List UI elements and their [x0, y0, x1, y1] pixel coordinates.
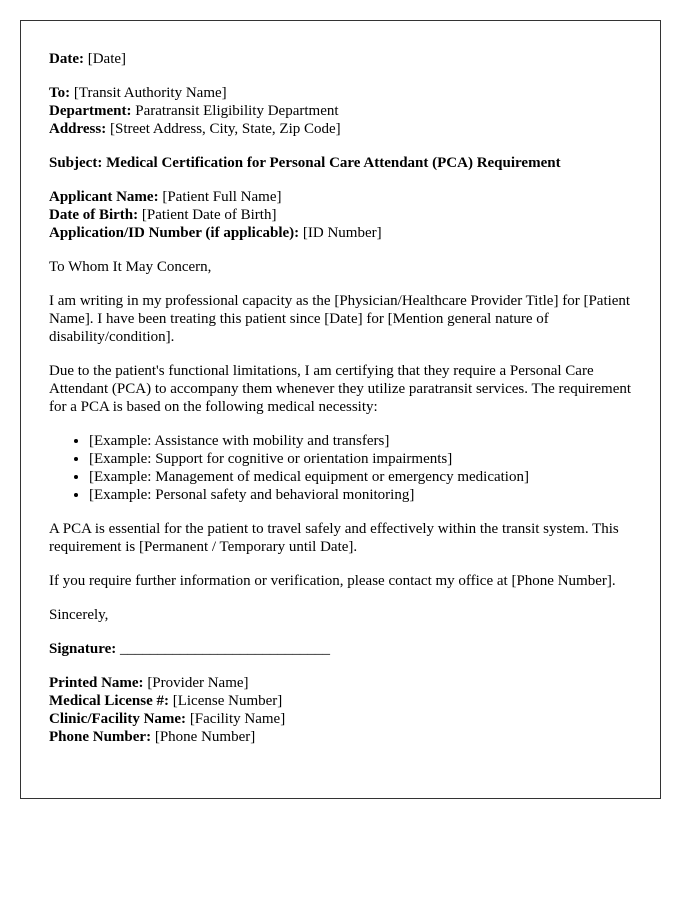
list-item: • [Example: Management of medical equipment or emergency medication]	[89, 468, 632, 486]
address-label: Address:	[49, 121, 107, 137]
clinic-label: Clinic/Facility Name:	[49, 711, 187, 727]
to-value: [Transit Authority Name]	[73, 85, 227, 101]
paragraph-pca-essential: A PCA is essential for the patient to travel safely and effectively within the transit system. This requirement is [Permanent / Temporary until Date].	[49, 521, 619, 555]
closing: Sincerely,	[49, 607, 109, 623]
applicant-id-label: Application/ID Number (if applicable):	[49, 225, 300, 241]
printed-name-label: Printed Name:	[49, 675, 144, 691]
printed-name-value: [Provider Name]	[147, 675, 249, 691]
signature-block	[49, 640, 632, 658]
date-value: [Date]	[87, 51, 127, 67]
paragraph-pca-certification: Due to the patient's functional limitations, I am certifying that they require a Personal Care Attendant (PCA) to accompany them whenever they utilize paratransit services. The requirement for a PCA is based on the following medical necessity:	[49, 363, 632, 415]
to-label: To:	[49, 85, 71, 101]
phone-label: Phone Number:	[49, 729, 152, 745]
provider-clinic-line	[49, 710, 632, 728]
list-item: • [Example: Personal safety and behavioral monitoring]	[89, 486, 632, 504]
provider-name-line	[49, 674, 632, 692]
department-label: Department:	[49, 103, 132, 119]
subject-value: Medical Certification for Personal Care Attendant (PCA) Requirement	[106, 155, 561, 171]
recipient-to-line	[49, 84, 632, 102]
provider-block	[49, 674, 632, 746]
applicant-block	[49, 188, 632, 242]
medical-necessity-list	[49, 432, 632, 504]
department-value: Paratransit Eligibility Department	[135, 103, 339, 119]
date-line	[49, 50, 632, 68]
recipient-department-line	[49, 102, 632, 120]
subject-label: Subject:	[49, 155, 103, 171]
date-label: Date:	[49, 51, 84, 67]
list-item: • [Example: Support for cognitive or orientation impairments]	[89, 450, 632, 468]
applicant-dob-label: Date of Birth:	[49, 207, 139, 223]
list-item: • [Example: Assistance with mobility and transfers]	[89, 432, 632, 450]
license-label: Medical License #:	[49, 693, 169, 709]
applicant-name-label: Applicant Name:	[49, 189, 159, 205]
license-value: [License Number]	[172, 693, 283, 709]
date-block	[49, 50, 632, 68]
provider-license-line	[49, 692, 632, 710]
provider-phone-line	[49, 728, 632, 746]
phone-value: [Phone Number]	[154, 729, 256, 745]
address-value: [Street Address, City, State, Zip Code]	[109, 121, 341, 137]
signature-field: ____________________________	[119, 641, 330, 657]
signature-label: Signature:	[49, 641, 117, 657]
applicant-dob-line	[49, 206, 632, 224]
applicant-dob-value: [Patient Date of Birth]	[141, 207, 277, 223]
paragraph-contact: If you require further information or verification, please contact my office at [Phone Number].	[49, 573, 616, 589]
clinic-value: [Facility Name]	[189, 711, 286, 727]
paragraph-professional-capacity: I am writing in my professional capacity as the [Physician/Healthcare Provider Title] for [Patient Name]. I have been treating this patient since [Date] for [Mention general nature of disability/condition].	[49, 293, 631, 345]
letter-document	[20, 20, 661, 799]
subject-line	[49, 154, 632, 172]
applicant-name-value: [Patient Full Name]	[162, 189, 282, 205]
subject-block	[49, 154, 632, 172]
recipient-address-line	[49, 120, 632, 138]
salutation: To Whom It May Concern,	[49, 259, 212, 275]
applicant-id-value: [ID Number]	[302, 225, 382, 241]
signature-line	[49, 640, 632, 658]
applicant-id-line	[49, 224, 632, 242]
recipient-block	[49, 84, 632, 138]
applicant-name-line	[49, 188, 632, 206]
